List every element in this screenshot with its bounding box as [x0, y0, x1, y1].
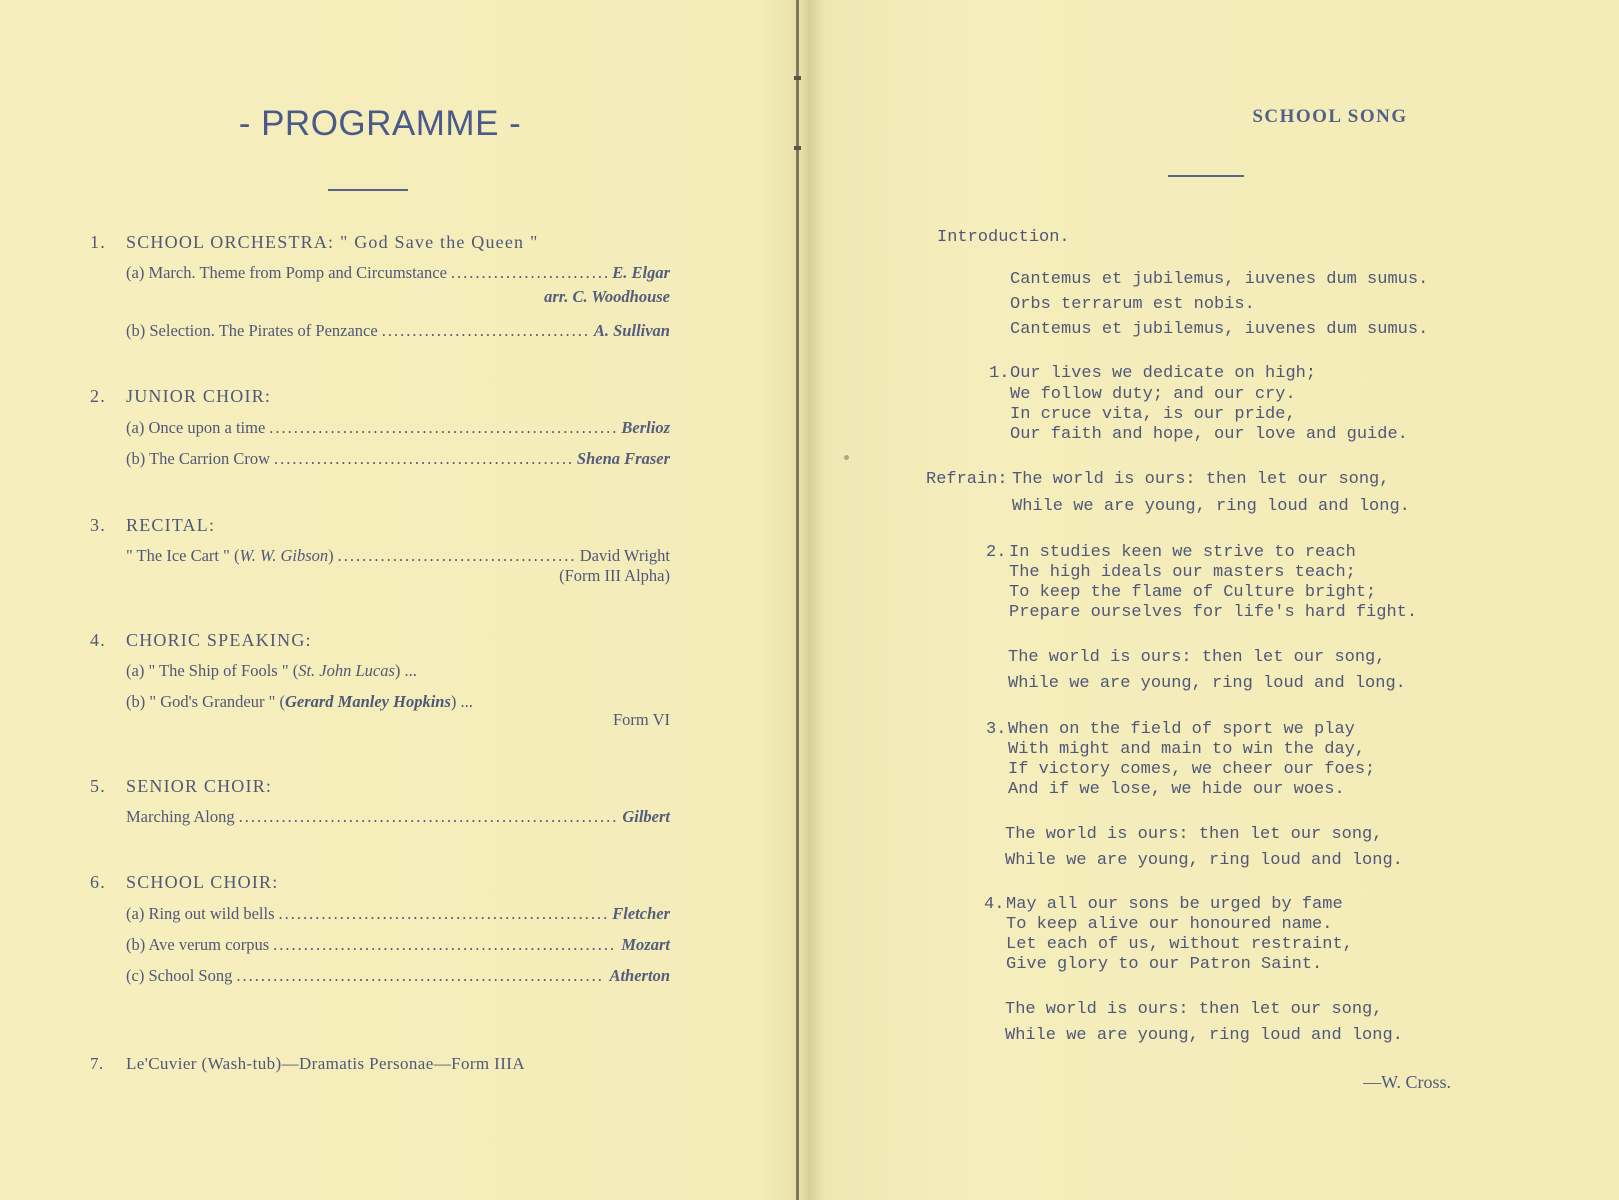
verse-line: To keep alive our honoured name. — [1006, 915, 1333, 934]
entry-label-post: ) ... — [450, 692, 473, 711]
entry-label — [126, 692, 473, 712]
entry-author: Gerard Manley Hopkins — [284, 692, 451, 711]
refrain-line: While we are young, ring loud and long. — [1008, 674, 1406, 693]
refrain-label: Refrain: — [926, 470, 1008, 489]
paper-speck — [844, 455, 849, 460]
item-number: 3. — [90, 515, 106, 535]
introduction-line: Cantemus et jubilemus, iuvenes dum sumus. — [1010, 270, 1429, 289]
entry-performer-form: (Form III Alpha) — [559, 566, 670, 585]
verse-line: If victory comes, we cheer our foes; — [1008, 760, 1376, 779]
verse-line: Our faith and hope, our love and guide. — [1010, 425, 1408, 444]
programme-entry — [126, 449, 670, 469]
programme-entry — [126, 321, 670, 341]
entry-composer: A. Sullivan — [593, 321, 670, 340]
entry-label: (b) The Carrion Crow — [126, 449, 271, 468]
entry-author: St. John Lucas — [298, 661, 395, 680]
verse-line: And if we lose, we hide our woes. — [1008, 780, 1345, 799]
refrain-line: The world is ours: then let our song, — [1012, 470, 1390, 489]
entry-label-post: ) — [328, 546, 334, 565]
leader-dots — [338, 546, 576, 566]
verse-number: 1. — [989, 364, 1010, 383]
verse-line: The high ideals our masters teach; — [1009, 563, 1356, 582]
entry-label-pre: " The Ice Cart " ( — [126, 546, 240, 565]
introduction-label: Introduction. — [937, 228, 1070, 247]
refrain-line: The world is ours: then let our song, — [1005, 825, 1383, 844]
entry-label — [126, 546, 334, 566]
item-number: 4. — [90, 630, 106, 650]
verse-line: Prepare ourselves for life's hard fight. — [1009, 603, 1418, 622]
booklet-spine — [796, 0, 799, 1200]
programme-entry — [126, 546, 670, 566]
item-number: 7. — [90, 1054, 104, 1073]
leader-dots — [236, 966, 605, 986]
item-number: 5. — [90, 776, 106, 796]
item-heading: Le'Cuvier (Wash-tub)—Dramatis Personae—Form IIIA — [126, 1054, 526, 1073]
item-heading: SCHOOL ORCHESTRA: " God Save the Queen " — [126, 232, 539, 252]
entry-label — [126, 661, 417, 681]
leader-dots — [273, 935, 617, 955]
entry-composer: Atherton — [609, 966, 670, 985]
introduction-line: Cantemus et jubilemus, iuvenes dum sumus. — [1010, 320, 1429, 339]
entry-label: (b) Selection. The Pirates of Penzance — [126, 321, 378, 340]
verse-number: 3. — [986, 720, 1007, 739]
verse-line: Give glory to our Patron Saint. — [1006, 955, 1323, 974]
verse-line: Let each of us, without restraint, — [1006, 935, 1353, 954]
programme-item-6-heading — [90, 872, 278, 893]
item-heading: JUNIOR CHOIR: — [126, 386, 272, 406]
leader-dots — [382, 321, 590, 341]
entry-arranger: arr. C. Woodhouse — [544, 287, 670, 306]
entry-author: W. W. Gibson — [239, 546, 329, 565]
entry-performer: David Wright — [579, 546, 670, 565]
leader-dots — [278, 904, 608, 924]
refrain-line: While we are young, ring loud and long. — [1012, 497, 1410, 516]
song-author: —W. Cross. — [1363, 1072, 1451, 1092]
entry-composer: Fletcher — [612, 904, 670, 923]
programme-item-4-heading — [90, 630, 312, 651]
entry-label: (a) Ring out wild bells — [126, 904, 275, 923]
song-title: SCHOOL SONG — [1252, 106, 1408, 127]
verse-line: In studies keen we strive to reach — [1009, 543, 1356, 562]
entry-label: Marching Along — [126, 807, 235, 826]
programme-item-3-heading — [90, 515, 215, 536]
item-number: 6. — [90, 872, 106, 892]
programme-item-5-heading — [90, 776, 272, 797]
verse-line: With might and main to win the day, — [1008, 740, 1366, 759]
entry-composer: E. Elgar — [612, 263, 670, 282]
verse-line: Our lives we dedicate on high; — [1010, 364, 1317, 383]
programme-entry — [126, 904, 670, 924]
programme-entry — [126, 935, 670, 955]
item-heading: CHORIC SPEAKING: — [126, 630, 312, 650]
item-number: 2. — [90, 386, 106, 406]
programme-entry — [126, 263, 670, 283]
song-title-rule — [1168, 175, 1244, 177]
item-heading: SENIOR CHOIR: — [126, 776, 273, 796]
entry-composer: Shena Fraser — [576, 449, 670, 468]
entry-label-pre: (a) " The Ship of Fools " ( — [126, 661, 299, 680]
entry-label: (c) School Song — [126, 966, 233, 985]
item-heading: SCHOOL CHOIR: — [126, 872, 279, 892]
entry-composer: Mozart — [621, 935, 670, 954]
refrain-line: The world is ours: then let our song, — [1005, 1000, 1383, 1019]
programme-entry — [126, 807, 670, 827]
leader-dots — [239, 807, 619, 827]
programme-item-7-heading — [90, 1054, 525, 1074]
school-song-page — [800, 0, 1619, 1200]
verse-number: 4. — [984, 895, 1005, 914]
entry-label-pre: (b) " God's Grandeur " ( — [126, 692, 285, 711]
programme-entry — [126, 966, 670, 986]
verse-line: We follow duty; and our cry. — [1010, 385, 1296, 404]
refrain-line: While we are young, ring loud and long. — [1005, 1026, 1403, 1045]
entry-performer: Form VI — [613, 710, 670, 729]
programme-item-2-heading — [90, 386, 271, 407]
title-rule — [328, 189, 408, 191]
item-number: 1. — [90, 232, 106, 252]
entry-composer: Berlioz — [621, 418, 670, 437]
introduction-line: Orbs terrarum est nobis. — [1010, 295, 1255, 314]
leader-dots — [451, 263, 608, 283]
programme-title: - PROGRAMME - — [238, 104, 522, 143]
programme-entry — [126, 661, 670, 681]
verse-number: 2. — [986, 543, 1007, 562]
verse-line: In cruce vita, is our pride, — [1010, 405, 1296, 424]
programme-page — [0, 0, 796, 1200]
entry-label-post: ) ... — [394, 661, 417, 680]
leader-dots — [274, 449, 573, 469]
entry-label: (a) March. Theme from Pomp and Circumstance — [126, 263, 447, 282]
programme-entry — [126, 692, 670, 712]
entry-composer: Gilbert — [622, 807, 670, 826]
programme-entry — [126, 418, 670, 438]
refrain-line: While we are young, ring loud and long. — [1005, 851, 1403, 870]
verse-line: May all our sons be urged by fame — [1006, 895, 1343, 914]
programme-item-1-heading — [90, 232, 539, 253]
refrain-line: The world is ours: then let our song, — [1008, 648, 1386, 667]
entry-label: (b) Ave verum corpus — [126, 935, 270, 954]
item-heading: RECITAL: — [126, 515, 216, 535]
verse-line: To keep the flame of Culture bright; — [1009, 583, 1377, 602]
entry-label: (a) Once upon a time — [126, 418, 266, 437]
leader-dots — [269, 418, 617, 438]
verse-line: When on the field of sport we play — [1008, 720, 1355, 739]
